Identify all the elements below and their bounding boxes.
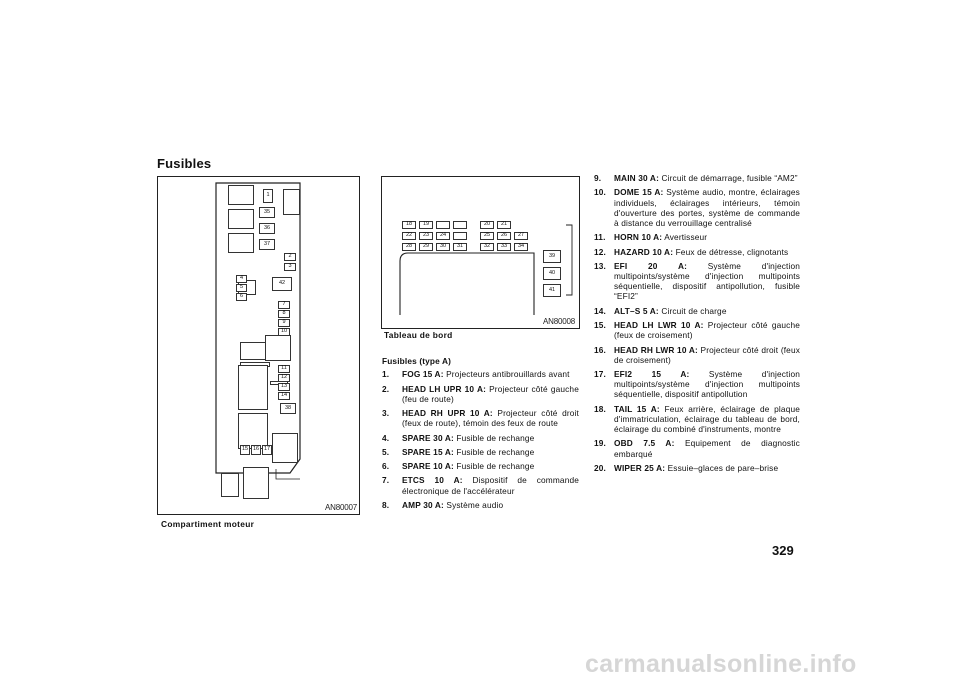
item-number: 4.	[382, 432, 390, 443]
fuse-list-item	[382, 384, 579, 404]
engine-block	[265, 335, 291, 361]
item-number: 7.	[382, 475, 390, 486]
fuse-22: 22	[402, 232, 416, 240]
fuse-15: 15	[240, 445, 250, 455]
fuse-list-item	[594, 438, 800, 458]
engine-block	[228, 185, 254, 205]
engine-block	[228, 233, 254, 253]
item-description: Projecteur côté gauche (feux de croisement)	[614, 320, 800, 341]
item-number: 8.	[382, 499, 390, 510]
fuse-blank	[436, 221, 450, 229]
section-title: Fusibles	[157, 156, 212, 171]
fuse-9: 9	[278, 319, 290, 327]
fuse-11: 11	[278, 365, 290, 373]
item-label: EFI 20 A:	[614, 260, 687, 271]
item-description: Fusible de rechange	[456, 461, 535, 472]
fuse-34: 34	[514, 243, 528, 251]
item-description: Projecteur côté droit (feux de route), témoin des feux de route	[402, 408, 579, 429]
fuse-33: 33	[497, 243, 511, 251]
fuse-list-item	[594, 261, 800, 302]
fuse-21: 21	[497, 221, 511, 229]
fuse-blank	[453, 221, 467, 229]
fuse-list-left	[382, 356, 579, 514]
fuse-list-item	[594, 345, 800, 365]
fuse-28: 28	[402, 243, 416, 251]
fuse-23: 23	[419, 232, 433, 240]
watermark: carmanualsonline.info	[585, 650, 857, 678]
item-label: ALT–S 5 A:	[614, 305, 659, 316]
item-description: Feux arrière, éclairage de plaque d'immatriculation, éclairage du tableau de bord, éclairage du combiné d'instruments, montre	[614, 403, 800, 435]
fuse-6: 6	[236, 293, 247, 301]
fuse-list-item	[382, 369, 579, 379]
fuse-list-item	[382, 475, 579, 495]
item-label: FOG 15 A:	[402, 369, 444, 380]
engine-block	[238, 413, 268, 449]
item-label: SPARE 30 A:	[402, 432, 454, 443]
item-number: 9.	[594, 173, 602, 183]
item-label: TAIL 15 A:	[614, 403, 660, 414]
fuse-36: 36	[259, 223, 275, 234]
engine-fuse-figure	[157, 176, 360, 515]
fuse-37: 37	[259, 239, 275, 250]
item-number: 12.	[594, 246, 606, 257]
item-description: Projecteur côté droit (feux de croisement)	[614, 344, 801, 365]
item-description: Projecteurs antibrouillards avant	[446, 369, 570, 380]
item-number: 19.	[594, 438, 606, 449]
item-label: SPARE 10 A:	[402, 461, 454, 472]
fuse-14: 14	[278, 392, 290, 400]
fuse-29: 29	[419, 243, 433, 251]
fuse-38: 38	[280, 403, 296, 414]
engine-block	[243, 467, 269, 499]
item-description: Système audio	[446, 499, 504, 510]
item-number: 16.	[594, 344, 606, 355]
item-label: EFI2 15 A:	[614, 369, 690, 379]
item-label: HORN 10 A:	[614, 232, 663, 243]
fuse-4: 4	[236, 275, 247, 283]
item-label: HEAD LH LWR 10 A:	[614, 320, 704, 330]
item-description: Essuie–glaces de pare–brise	[667, 462, 779, 473]
fuse-17: 17	[262, 445, 272, 455]
item-label: AMP 30 A:	[402, 499, 444, 510]
item-label: HEAD LH UPR 10 A:	[402, 383, 487, 394]
item-description: Système d'injection multipoints/système d'injection multipoints séquentielle, dispositif antipollution, fusible “EFI2”	[614, 260, 800, 302]
fuse-list-item	[594, 232, 800, 242]
fuse-18: 18	[402, 221, 416, 229]
item-label: MAIN 30 A:	[614, 173, 659, 183]
fuse-24: 24	[436, 232, 450, 240]
engine-block	[238, 365, 268, 410]
dash-fuse-figure	[381, 176, 580, 329]
fuse-list-item	[594, 306, 800, 316]
fuse-3: 3	[284, 263, 296, 271]
item-label: ETCS 10 A:	[402, 475, 463, 486]
relay-41: 41	[543, 284, 561, 297]
item-description: Equipement de diagnostic embarqué	[614, 438, 800, 459]
fuse-list-right	[594, 173, 800, 477]
relay-40: 40	[543, 267, 561, 280]
fuse-list-item	[382, 461, 579, 471]
fuse-7: 7	[278, 301, 290, 309]
fuse-blank	[453, 232, 467, 240]
fuse-list-item	[594, 463, 800, 473]
fuse-list-item	[594, 404, 800, 435]
engine-block	[272, 433, 298, 463]
item-description: Fusible de rechange	[456, 432, 535, 443]
figure-code: AN80007	[325, 503, 357, 512]
item-number: 1.	[382, 369, 390, 380]
fuse-35: 35	[259, 207, 275, 218]
fuse-16: 16	[251, 445, 261, 455]
fuse-list-item	[594, 173, 800, 183]
relay-39: 39	[543, 250, 561, 263]
item-number: 5.	[382, 446, 390, 457]
fuse-19: 19	[419, 221, 433, 229]
fuse-list-item	[382, 433, 579, 443]
item-label: HAZARD 10 A:	[614, 246, 674, 257]
item-description: Circuit de démarrage, fusible “AM2”	[661, 173, 798, 183]
item-number: 6.	[382, 461, 390, 472]
item-number: 20.	[594, 462, 606, 473]
item-number: 18.	[594, 403, 606, 414]
fuse-30: 30	[436, 243, 450, 251]
item-number: 17.	[594, 369, 606, 379]
item-description: Système d'injection multipoints/système d'injection multipoints séquentielle, dispositif antipollution	[614, 369, 800, 400]
fuse-list-item	[382, 408, 579, 428]
fuse-list-item	[594, 187, 800, 228]
list-header: Fusibles (type A)	[382, 356, 452, 366]
item-number: 15.	[594, 320, 606, 330]
fuse-20: 20	[480, 221, 494, 229]
fuse-42: 42	[272, 277, 292, 291]
item-number: 13.	[594, 260, 606, 271]
item-label: DOME 15 A:	[614, 187, 664, 198]
item-description: Fusible de rechange	[456, 446, 535, 457]
engine-block	[283, 189, 300, 215]
item-number: 2.	[382, 383, 390, 394]
fuse-13: 13	[278, 383, 290, 391]
fuse-25: 25	[480, 232, 494, 240]
fuse-10: 10	[278, 328, 290, 336]
item-description: Avertisseur	[664, 232, 708, 243]
fuse-list-item	[382, 447, 579, 457]
item-number: 11.	[594, 232, 606, 243]
fuse-26: 26	[497, 232, 511, 240]
fuse-list-item	[594, 247, 800, 257]
item-description: Circuit de charge	[661, 305, 727, 316]
item-label: OBD 7.5 A:	[614, 438, 675, 449]
page-number: 329	[772, 543, 794, 558]
fuse-5: 5	[236, 284, 247, 292]
fuse-31: 31	[453, 243, 467, 251]
item-description: Dispositif de commande électronique de l'accélérateur	[402, 475, 579, 496]
fuse-27: 27	[514, 232, 528, 240]
fuse-list-item	[382, 500, 579, 510]
item-label: WIPER 25 A:	[614, 462, 666, 473]
engine-block	[228, 209, 254, 229]
item-label: SPARE 15 A:	[402, 446, 454, 457]
item-label: HEAD RH UPR 10 A:	[402, 408, 493, 418]
item-number: 10.	[594, 187, 606, 198]
item-number: 14.	[594, 305, 606, 316]
fuse-1: 1	[263, 189, 273, 203]
engine-block	[221, 473, 239, 497]
item-number: 3.	[382, 408, 390, 418]
item-description: Système audio, montre, éclairages individuels, éclairages intérieurs, témoin d'ouverture des portes, système de commande à distance du verrouillage centralisé	[614, 187, 800, 228]
fuse-12: 12	[278, 374, 290, 382]
fuse-list-item	[594, 320, 800, 340]
fuse-8: 8	[278, 310, 290, 318]
item-description: Projecteur côté gauche (feu de route)	[402, 383, 579, 404]
dash-figure-caption: Tableau de bord	[384, 330, 453, 340]
fuse-32: 32	[480, 243, 494, 251]
item-description: Feux de détresse, clignotants	[675, 246, 789, 257]
item-label: HEAD RH LWR 10 A:	[614, 344, 698, 355]
fuse-2: 2	[284, 253, 296, 261]
engine-figure-caption: Compartiment moteur	[161, 519, 255, 529]
figure-code: AN80008	[543, 317, 575, 326]
fuse-list-item	[594, 369, 800, 400]
